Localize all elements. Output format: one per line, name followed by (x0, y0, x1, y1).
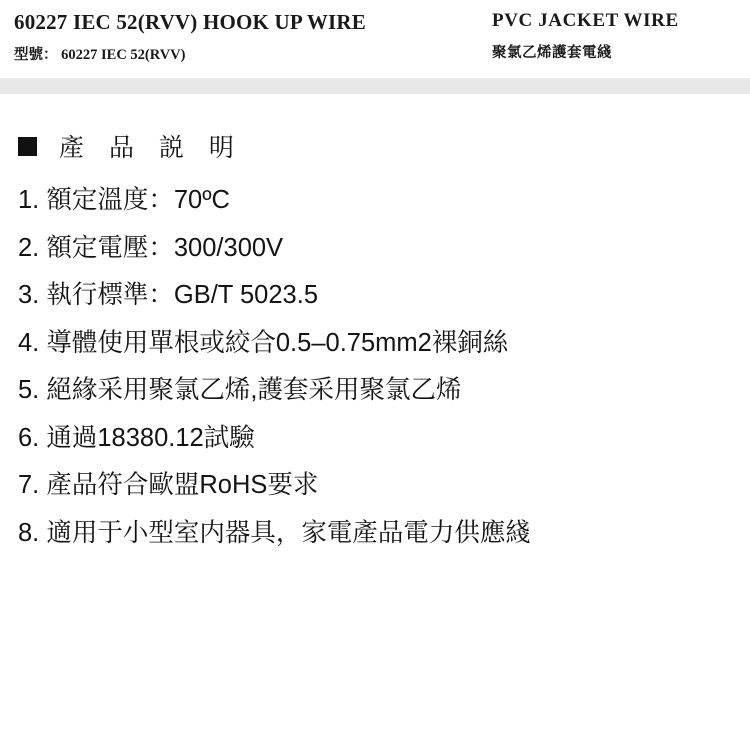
list-item (18, 328, 750, 357)
model-number-label: 型號： 60227 IEC 52(RVV) (14, 47, 186, 64)
list-item-text: 產品符合歐盟RoHS要求 (46, 471, 319, 499)
document-header (0, 0, 750, 78)
product-type-chinese: 聚氯乙烯護套電綫 (492, 44, 612, 61)
list-item-text: 額定溫度：70ºC (46, 186, 230, 214)
list-item-number: 4. (18, 328, 40, 357)
specification-list (0, 188, 750, 546)
list-item-number: 6. (18, 423, 40, 452)
list-item-text: 導體使用單根或絞合0.5–0.75mm2裸銅絲 (46, 328, 509, 357)
list-item-number: 7. (18, 471, 40, 499)
list-item-text: 額定電壓：300/300V (46, 233, 284, 262)
list-item (18, 378, 750, 404)
list-item (18, 188, 750, 214)
list-item-text: 適用于小型室内器具，家電產品電力供應綫 (46, 518, 531, 547)
list-item (18, 283, 750, 309)
list-item-number: 2. (18, 233, 40, 262)
list-item-number: 8. (18, 518, 40, 547)
product-type-english: PVC JACKET WIRE (492, 10, 679, 31)
list-item (18, 473, 750, 499)
list-item-number: 5. (18, 376, 40, 404)
header-divider-band (0, 78, 750, 94)
section-heading (18, 128, 750, 164)
header-left-column (14, 10, 484, 64)
product-title-english: 60227 IEC 52(RVV) HOOK UP WIRE (14, 10, 366, 34)
list-item-text: 通過18380.12試驗 (46, 423, 255, 452)
list-item (18, 518, 750, 547)
header-right-column (484, 10, 736, 62)
list-item-text: 執行標準：GB/T 5023.5 (46, 281, 318, 309)
section-title-text: 產 品 説 明 (59, 134, 243, 162)
header-title-row (14, 10, 736, 64)
list-item (18, 233, 750, 262)
list-item-number: 3. (18, 281, 40, 309)
list-item (18, 423, 750, 452)
filled-square-icon (18, 137, 37, 156)
list-item-text: 絕緣采用聚氯乙烯,護套采用聚氯乙烯 (46, 376, 462, 404)
list-item-number: 1. (18, 186, 40, 214)
